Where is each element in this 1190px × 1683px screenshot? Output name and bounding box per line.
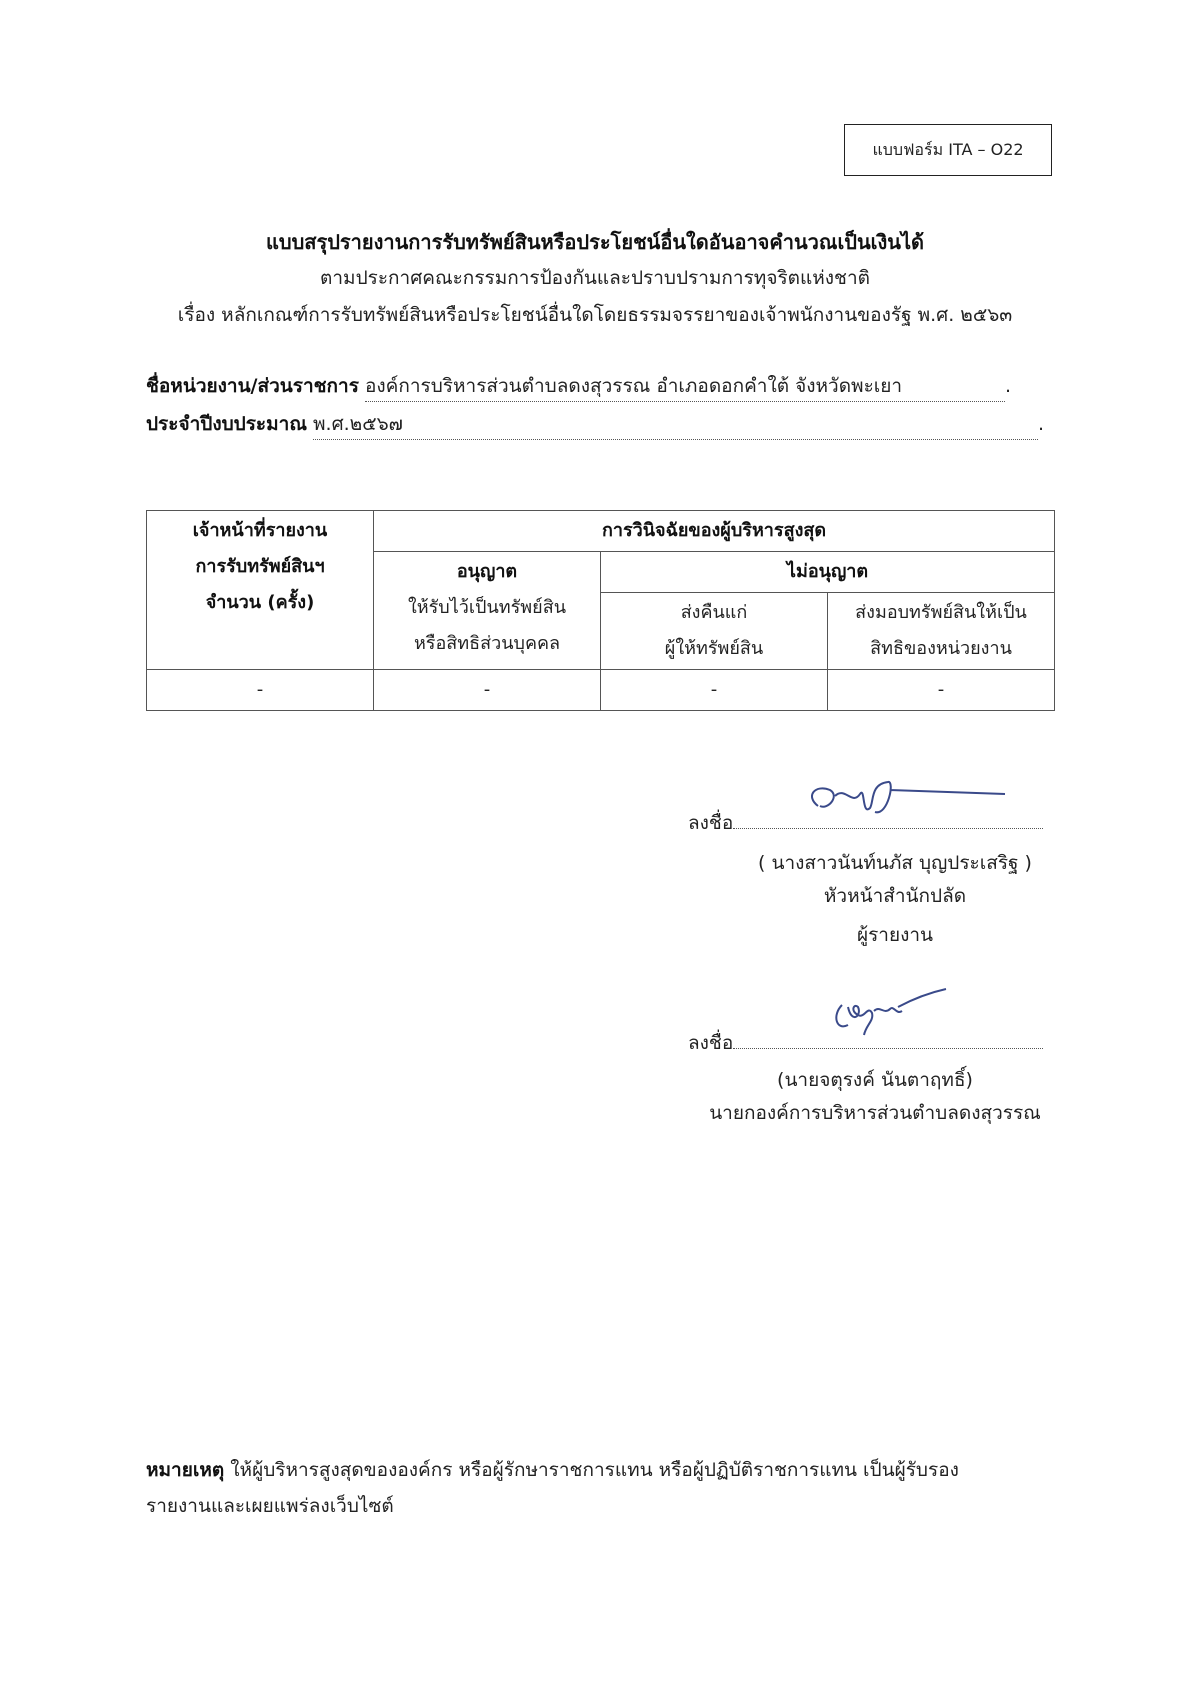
deny-header: ไม่อนุญาต <box>601 552 1055 593</box>
cell: - <box>374 670 601 711</box>
form-code: แบบฟอร์ม ITA – O22 <box>872 139 1024 159</box>
header-line: การรับทรัพย์สินฯ <box>195 556 325 577</box>
header-line: จำนวน (ครั้ง) <box>205 592 315 613</box>
deny-transfer-header <box>828 593 1055 670</box>
cell: - <box>601 670 828 711</box>
decision-header: การวินิจฉัยของผู้บริหารสูงสุด <box>374 511 1055 552</box>
page-title: แบบสรุปรายงานการรับทรัพย์สินหรือประโยชน์อื่นใดอันอาจคำนวณเป็นเงินได้ <box>265 230 924 254</box>
note-label: หมายเหตุ <box>146 1459 225 1481</box>
reporter-count-header <box>147 511 374 670</box>
sign-label: ลงชื่อ <box>688 812 734 834</box>
year-value: พ.ศ.๒๕๖๗ <box>313 409 1038 440</box>
header-line: สิทธิของหน่วยงาน <box>870 638 1012 659</box>
allow-header <box>374 552 601 670</box>
header-line: ผู้ให้ทรัพย์สิน <box>664 638 764 659</box>
page-subtitle: ตามประกาศคณะกรรมการป้องกันและปราบปรามการทุจริตแห่งชาติ <box>320 267 870 289</box>
note-text: ให้ผู้บริหารสูงสุดขององค์กร หรือผู้รักษาราชการแทน หรือผู้ปฏิบัติราชการแทน เป็นผู้รับรอง <box>230 1459 959 1481</box>
note <box>146 1455 959 1485</box>
signer-1-name: ( นางสาวนันท์นภัส บุญประเสริฐ ) <box>758 852 1032 874</box>
report-table <box>146 510 1055 711</box>
agency-label: ชื่อหน่วยงาน/ส่วนราชการ <box>146 375 359 397</box>
signer-2-name: (นายจตุรงค์ นันตาฤทธิ์) <box>777 1069 973 1091</box>
allow-label: อนุญาต <box>456 561 518 582</box>
allow-sub: ให้รับไว้เป็นทรัพย์สิน <box>407 597 567 618</box>
signer-1-position: หัวหน้าสำนักปลัด <box>823 885 967 907</box>
table-row <box>147 670 1055 711</box>
agency-field: ชื่อหน่วยงาน/ส่วนราชการ องค์การบริหารส่วนตำบลดงสุวรรณ อำเภอดอกคำใต้ จังหวัดพะเยา . <box>146 371 1011 402</box>
header-line: ส่งคืนแก่ <box>680 602 748 623</box>
header-line: ส่งมอบทรัพย์สินให้เป็น <box>855 602 1027 623</box>
form-code-box <box>844 124 1052 176</box>
note-text-2: รายงานและเผยแพร่ลงเว็บไซต์ <box>146 1495 394 1517</box>
allow-sub: หรือสิทธิส่วนบุคคล <box>413 633 561 654</box>
page-subject: เรื่อง หลักเกณฑ์การรับทรัพย์สินหรือประโยชน์อื่นใดโดยธรรมจรรยาของเจ้าพนักงานของรัฐ พ.ศ. ๒๕๖๓ <box>177 304 1013 326</box>
cell: - <box>147 670 374 711</box>
year-field: ประจำปีงบประมาณ พ.ศ.๒๕๖๗ . <box>146 409 1044 440</box>
signature-1-line <box>688 808 1043 838</box>
year-label: ประจำปีงบประมาณ <box>146 413 307 435</box>
header-line: เจ้าหน้าที่รายงาน <box>192 520 328 541</box>
signer-2-position: นายกองค์การบริหารส่วนตำบลดงสุวรรณ <box>709 1102 1041 1124</box>
sign-label: ลงชื่อ <box>688 1032 734 1054</box>
deny-return-header <box>601 593 828 670</box>
cell: - <box>828 670 1055 711</box>
agency-value: องค์การบริหารส่วนตำบลดงสุวรรณ อำเภอดอกคำใต้ จังหวัดพะเยา <box>365 371 1005 402</box>
signer-1-role: ผู้รายงาน <box>856 924 934 946</box>
signature-2-line <box>688 1028 1043 1058</box>
